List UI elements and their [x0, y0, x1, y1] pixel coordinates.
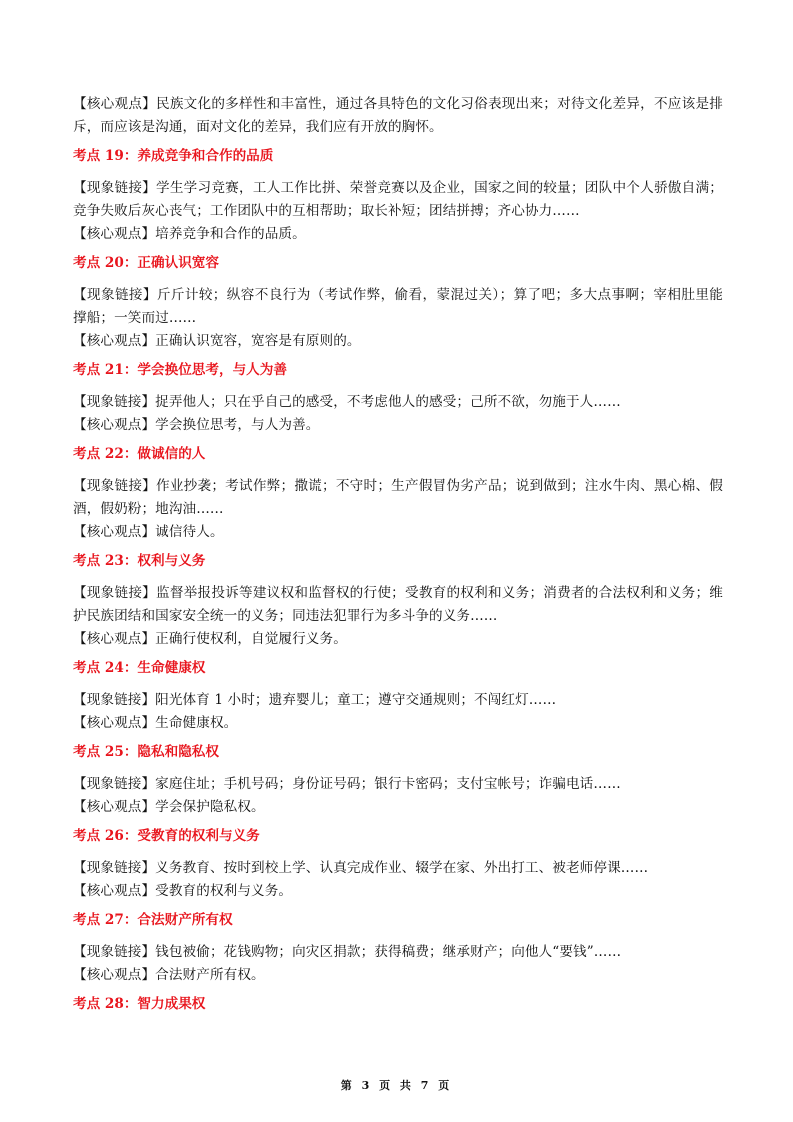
core-label: 【核心观点】	[73, 333, 156, 349]
link-label: 【现象链接】	[73, 585, 156, 601]
link-label: 【现象链接】	[73, 860, 156, 876]
core-paragraph	[73, 223, 723, 246]
core-text: 培养竞争和合作的品质。	[155, 226, 306, 242]
core-label: 【核心观点】	[73, 524, 156, 540]
phenomenon-paragraph	[73, 284, 723, 330]
section-19	[73, 145, 723, 246]
core-paragraph	[73, 880, 723, 903]
section-27	[73, 909, 723, 987]
link-label: 【现象链接】	[73, 692, 156, 708]
section-26	[73, 825, 723, 903]
core-text: 正确行使权利，自觉履行义务。	[155, 631, 347, 647]
core-text: 诚信待人。	[155, 524, 224, 540]
link-label: 【现象链接】	[73, 180, 156, 196]
link-text: 学生学习竞赛，工人工作比拼、荣誉竞赛以及企业，国家之间的较量；团队中个人骄傲自满；竞争失败后灰心丧气；工作团队中的互相帮助；取长补短；团结拼搏；齐心协力……	[73, 180, 723, 219]
core-label: 【核心观点】	[73, 799, 156, 815]
core-paragraph	[73, 414, 723, 437]
link-text: 家庭住址；手机号码；身份证号码；银行卡密码；支付宝帐号；诈骗电话……	[155, 776, 621, 792]
core-label: 【核心观点】	[73, 631, 156, 647]
link-label: 【现象链接】	[73, 394, 156, 410]
section-28	[73, 993, 723, 1016]
section-heading: 考点 24：生命健康权	[73, 660, 206, 676]
phenomenon-paragraph	[73, 773, 723, 796]
section-heading: 考点 20：正确认识宽容	[73, 255, 219, 271]
section-heading: 考点 25：隐私和隐私权	[73, 744, 219, 760]
section-23	[73, 550, 723, 651]
core-text: 学会保护隐私权。	[155, 799, 265, 815]
link-text: 义务教育、按时到校上学、认真完成作业、辍学在家、外出打工、被老师停课……	[155, 860, 649, 876]
section-25	[73, 741, 723, 819]
core-text: 学会换位思考，与人为善。	[155, 417, 320, 433]
core-paragraph	[73, 521, 723, 544]
link-text: 钱包被偷；花钱购物；向灾区捐款；获得稿费；继承财产；向他人“要钱”……	[155, 944, 622, 960]
core-label: 【核心观点】	[73, 96, 156, 112]
phenomenon-paragraph	[73, 177, 723, 223]
phenomenon-paragraph	[73, 941, 723, 964]
phenomenon-paragraph	[73, 582, 723, 628]
link-text: 监督举报投诉等建议权和监督权的行使；受教育的权利和义务；消费者的合法权利和义务；维护民族团结和国家安全统一的义务；同违法犯罪行为多斗争的义务……	[73, 585, 723, 624]
phenomenon-paragraph	[73, 475, 723, 521]
link-text: 阳光体育 1 小时；遗弃婴儿；童工；遵守交通规则；不闯红灯……	[155, 692, 557, 708]
link-label: 【现象链接】	[73, 944, 156, 960]
section-heading: 考点 22：做诚信的人	[73, 446, 206, 462]
section-22	[73, 443, 723, 544]
core-label: 【核心观点】	[73, 883, 156, 899]
intro-core-paragraph	[73, 93, 723, 139]
phenomenon-paragraph	[73, 689, 723, 712]
core-paragraph	[73, 964, 723, 987]
document-page	[73, 93, 723, 1025]
core-label: 【核心观点】	[73, 715, 156, 731]
link-label: 【现象链接】	[73, 287, 157, 303]
core-label: 【核心观点】	[73, 967, 156, 983]
core-label: 【核心观点】	[73, 226, 156, 242]
core-text: 民族文化的多样性和丰富性，通过各具特色的文化习俗表现出来；对待文化差异，不应该是排斥，而应该是沟通，面对文化的差异，我们应有开放的胸怀。	[73, 96, 723, 135]
core-paragraph	[73, 712, 723, 735]
section-24	[73, 657, 723, 735]
section-heading: 考点 28：智力成果权	[73, 996, 206, 1012]
core-paragraph	[73, 330, 723, 353]
link-label: 【现象链接】	[73, 478, 156, 494]
core-text: 合法财产所有权。	[155, 967, 265, 983]
section-heading: 考点 27：合法财产所有权	[73, 912, 233, 928]
link-text: 捉弄他人；只在乎自己的感受，不考虑他人的感受；己所不欲，勿施于人……	[155, 394, 621, 410]
core-text: 正确认识宽容，宽容是有原则的。	[155, 333, 361, 349]
core-paragraph	[73, 628, 723, 651]
link-text: 斤斤计较；纵容不良行为（考试作弊，偷看，蒙混过关）；算了吧；多大点事啊；宰相肚里能撑船；一笑而过……	[73, 287, 723, 326]
link-label: 【现象链接】	[73, 776, 156, 792]
section-heading: 考点 19：养成竞争和合作的品质	[73, 148, 274, 164]
section-21	[73, 359, 723, 437]
phenomenon-paragraph	[73, 391, 723, 414]
section-20	[73, 252, 723, 353]
section-heading: 考点 26：受教育的权利与义务	[73, 828, 260, 844]
core-label: 【核心观点】	[73, 417, 156, 433]
core-paragraph	[73, 796, 723, 819]
core-text: 受教育的权利与义务。	[155, 883, 293, 899]
link-text: 作业抄袭；考试作弊；撒谎；不守时；生产假冒伪劣产品；说到做到；注水牛肉、黑心棉、假酒，假奶粉；地沟油……	[73, 478, 723, 517]
section-heading: 考点 23：权利与义务	[73, 553, 206, 569]
page-footer: 第 3 页 共 7 页	[340, 1079, 453, 1092]
core-text: 生命健康权。	[155, 715, 238, 731]
phenomenon-paragraph	[73, 857, 723, 880]
section-heading: 考点 21：学会换位思考，与人为善	[73, 362, 287, 378]
